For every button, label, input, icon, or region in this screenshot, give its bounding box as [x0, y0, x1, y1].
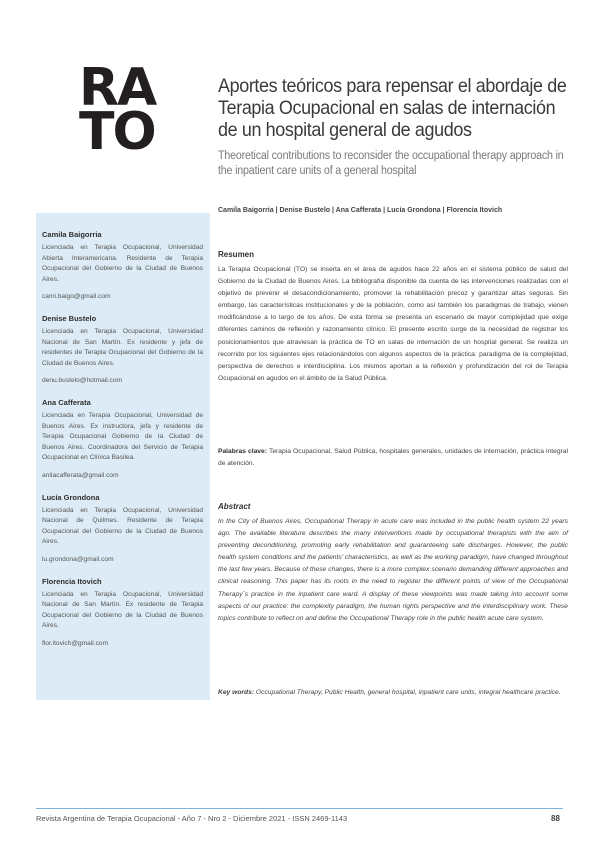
author-email[interactable]: lu.grondona@gmail.com — [42, 555, 114, 563]
article-title-es: Aportes teóricos para repensar el abordaje de Terapia Ocupacional en salas de internación de un hospital general de agudos — [218, 75, 567, 141]
author-card — [42, 398, 203, 479]
article-title-en: Theoretical contributions to reconsider the occupational therapy approach in the inpatient care units of a general hospital — [218, 150, 564, 177]
author-name: Lucía Grondona — [42, 492, 100, 502]
page-number: 88 — [551, 814, 560, 823]
key-words-label: Key words: — [218, 689, 255, 696]
author-email[interactable]: cami.baigo@gmail.com — [42, 293, 111, 300]
author-affiliation: Licenciada en Terapia Ocupacional, Universidad Nacional de San Martín. Ex residente y jefa de residentes de Terapia Ocupacional del Gobierno de la Ciudad de Buenos Aires. — [42, 328, 203, 367]
author-name: Ana Cafferata — [42, 398, 91, 407]
resumen-heading: Resumen — [218, 250, 255, 259]
author-card — [42, 493, 203, 563]
footer-journal-info: Revista Argentina de Terapia Ocupacional - Año 7 - Nro 2 - Diciembre 2021 - ISSN 2469-1143 — [36, 814, 348, 823]
author-affiliation: Licenciada en Terapia Ocupacional, Universidad Abierta Interamericana. Residente de Terapia Ocupacional del Gobierno de la Ciudad de Buenos Aires. — [42, 244, 203, 283]
key-words-text: Occupational Therapy, Public Health, general hospital, inpatient care units, integral healthcare practice. — [254, 689, 561, 696]
author-card — [42, 230, 203, 300]
author-affiliation: Licenciada en Terapia Ocupacional, Universidad Nacional de San Martín. Ex residente de Terapia Ocupacional del Gobierno de la Ciudad de Buenos Aires. — [42, 590, 203, 629]
palabras-clave-label: Palabras clave: — [218, 448, 267, 455]
author-name: Camila Baigorria — [42, 230, 102, 239]
logo-line-1: RA — [79, 58, 156, 118]
palabras-clave-text: Terapia Ocupacional, Salud Pública, hospitales generales, unidades de internación, práctica integral de atención. — [218, 448, 568, 467]
footer-divider — [36, 808, 563, 809]
author-affiliation: Licenciada en Terapia Ocupacional, Universidad Nacional de Quilmes. Residente de Terapia Ocupacional del Gobierno de la Ciudad de Buenos Aires. — [42, 506, 203, 545]
authors-line: Camila Baigorria | Denise Bustelo | Ana Cafferata | Lucía Grondona | Florencia Itovich — [218, 207, 503, 214]
journal-logo — [79, 58, 159, 162]
abstract-heading: Abstract — [218, 502, 251, 511]
title-block — [218, 75, 570, 179]
author-email[interactable]: denu.bustelo@hotmail.com — [42, 377, 123, 384]
abstract-body: In the City of Buenos Aires, Occupational Therapy in acute care was included in the public health system 22 years ago. The available literature describes the many interventions made by occupational therapists with the aim of preventing deconditioning, promoting early rehabilitation and guaranteeing safe discharges. However, the public health system conditions and the patients’ characteristics, as well as the working paradigm, have changed throughout the last few years. Because of these changes, there is a more complex scenario demanding different approaches and clinical reasoning. This paper has its roots in the need to register the different points of view of the Occupational Therapy´s practice in the inpatient care ward. A display of these viewpoints was made taking into account some aspects of our practice: the complexity paradigm, the human rights perspective and the interdisciplinary work. These topics contribute to reflect on and define the Occupational Therapy role in the public health acute care system. — [218, 518, 568, 622]
author-name: Florencia Itovich — [42, 576, 102, 586]
resumen-body: La Terapia Ocupacional (TO) se inserta en el área de agudos hace 22 años en el sistema público de salud del Gobierno de la Ciudad de Buenos Aires. La bibliografía disponible da cuenta de las intervenciones realizadas con el objetivo de prevenir el desacondicionamiento, promover la rehabilitación precoz y garantizar altas seguras. Sin embargo, las características institucionales y de la población, como así también los paradigmas de trabajo, vienen modificándose a lo largo de los años. De esta forma se presenta un escenario de mayor complejidad que exige diferentes caminos de reflexión y razonamiento clínico. El presente escrito surge de la necesidad de registrar los posicionamientos que atraviesan la práctica de TO en salas de internación de un hospital general. Se realiza un recorrido por los siguientes ejes relacionándolos con algunos aspectos de la práctica: paradigma de la complejidad, perspectiva de derechos e interdisciplina. Los mismos aportan a la reflexión y profundización del rol de Terapia Ocupacional en agudos en el ámbito de la Salud Pública. — [218, 266, 568, 382]
author-sidebar — [36, 213, 210, 700]
author-email[interactable]: anitacafferata@gmail.com — [42, 471, 119, 479]
logo-line-2: TO — [79, 102, 155, 162]
author-name: Denise Bustelo — [42, 314, 97, 323]
key-words — [218, 687, 568, 699]
author-email[interactable]: flor.itovich@gmail.com — [42, 639, 109, 647]
palabras-clave — [218, 446, 568, 470]
author-affiliation: Licenciada en Terapia Ocupacional, Universidad de Buenos Aires. Ex instructora, jefa y residente de Terapia Ocupacional Gobierno de la Ciudad de Buenos Aires. Coordinadora del Servicio de Terapia Ocupacional en Clínica Basilea. — [42, 412, 203, 461]
author-card — [42, 577, 203, 647]
author-card — [42, 314, 203, 384]
